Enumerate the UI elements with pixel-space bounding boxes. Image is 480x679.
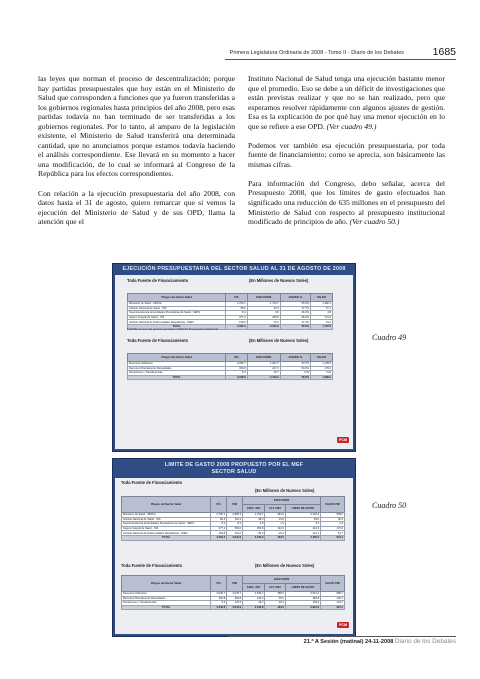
table-row: Instituto Nacional de Salud - INS 86.5 102.2 48.3 10.8 83.0 40.4 (123, 517, 343, 521)
section-heading: Toda Fuente de Financiamiento (127, 338, 189, 343)
table-total-row: TOTAL 3,348.8 3,644.9 2,166.8 433.0 2,924.3 924.1 (122, 605, 345, 610)
cuadro-reference: (Ver cuadro 50.) (349, 217, 400, 227)
cuadro-49-panel (112, 263, 356, 452)
table-row: Instituto Nacional de Enfermedades Neoplásicas - INEN 159.8 151.0 80.3 15.3 112.7 51.7 (123, 531, 343, 535)
cuadro-50-body (115, 478, 353, 634)
cuadro-50-table-2: Pliegos del Sector Salud PIA PIM EJECUCIÓN SALDO PIM EJEC. SET ULT. CMA LIMITE DE GASTO Recursos Ordinarios 3,036.7 3,075.7 1,936.7 358.6 2,541.2 658.7 Recursos Directamente Recaudados 306.8 392.8 210.4 48.1 282.8 130.7 Donaciones y Transferencias 5.3 176.4 19.7 28.2 100.3 134.7 TOTAL 3,348.8 3,644.9 2,166.8 433.0 2,924.3 924.1 (121, 575, 345, 610)
running-header: Primera Legislatura Ordinaria de 2008 - Tomo II - Diario de los Debates (229, 50, 404, 56)
footer-text: 21.ª A Sesión (matinal) 24-11-2008 Diario de los Debates (303, 638, 456, 645)
paragraph: Para información del Congreso, debo señalar, acerca del Presupuesto 2008, que los límites de gasto efectuados han significado una reducción de 635 millones en el presupuesto del Ministerio de Salud con respecto al presupuesto institucional modificado de principios de año. (Ver cuadro 50.) (248, 178, 445, 227)
page-number: 1685 (432, 46, 456, 58)
table-total-row: TOTAL 3,348.8 2,163.9 58.0% 1,286.0 (128, 375, 333, 380)
section-unit: (En Millones de Nuevos Soles) (249, 338, 309, 343)
publication-name: Diario de los Debates (394, 638, 456, 645)
left-column (38, 74, 235, 236)
section-unit: (En Millones de Nuevos Soles) (249, 278, 309, 283)
cuadro-50-subtitle: SECTOR SALUD (211, 469, 257, 475)
cuadro-49-title: EJECUCIÓN PRESUPUESTARIA DEL SECTOR SALUD AL 31 DE AGOSTO DE 2008 (122, 266, 346, 272)
header-rule (225, 59, 456, 60)
page-footer (228, 636, 456, 650)
table-note: El MINSA al cierre del ejercicio ejecutará el 100% del Presupuesto Institucional. (127, 328, 219, 331)
page-header (228, 47, 456, 63)
cuadro-49-body (115, 275, 353, 449)
table-total-row: TOTAL 3,392.0 3,644.9 2,183.9 433.0 2,780.6 924.1 (122, 535, 345, 540)
table-row: Recursos Ordinarios 3,036.7 1,927.0 63.7% 1,109.6 (129, 362, 331, 366)
table-row: Recursos Ordinarios 3,036.7 3,075.7 1,936.7 358.6 2,541.2 658.7 (123, 592, 343, 596)
right-column (248, 74, 445, 236)
table-total-row: TOTAL 3,392.0 2,163.9 58.0% 1,707.8 (128, 324, 333, 329)
cuadro-50-panel (112, 458, 356, 637)
table-row: Recursos Directamente Recaudados 306.8 217.3 54.6% 176.4 (129, 366, 331, 370)
paragraph: Con relación a la ejecución presupuestaria del año 2008, con datos hasta el 31 de agosto, quiero remarcar que si vemos la ejecución del Ministerio de Salud y de sus OPD, llama la atención que el (38, 188, 235, 227)
paragraph: Podemos ver también esa ejecución presupuestaria, por toda fuente de financiamiento; como se aprecia, son básicamente las mismas cifras. (248, 140, 445, 169)
table-row: Seguro Integral de Salud - SIS 377.2 256.8 68.0% 172.6 (129, 316, 331, 320)
table-row: Donaciones y Transferencias 5.3 176.4 19.7 28.2 100.3 134.7 (123, 601, 343, 605)
cuadro-50-title: LIMITE DE GASTO 2008 PROPUESTO POR EL MEF (164, 462, 304, 468)
section-heading: Toda Fuente de Financiamiento (127, 278, 189, 283)
cuadro-50-table-1: Pliegos del Sector Salud PIA PIM EJECUCIÓN SALDO PIM EJEC. SET ULT. CMA LIMITE DE GASTO Ministerio de Salud - MINSA 2,760.1 2,880.3 1,794.7 284.6 2,162.3 658.0 Instituto Nacional de Salud - INS 86.5 102.2 48.3 10.8 83.0 40.4 Superintendencia de Entidades Prestadoras de Salud - SEPS 8.4 8.4 3.8 1.3 6.3 2.4 Seguro Integral de Salud - SIS 377.2 503.0 256.8 122.0 416.3 172.6 Instituto Nacional de Enfermedades Neoplásicas - INEN 159.8 151.0 80.3 15.3 112.7 51.7 TOTAL 3,392.0 3,644.9 2,183.9 433.0 2,780.6 924.1 (121, 496, 345, 541)
table-row: Recursos Directamente Recaudados 306.8 392.8 210.4 48.1 282.8 130.7 (123, 596, 343, 600)
table-row: Superintendencia de Entidades Prestadoras de Salud - SEPS 8.4 8.4 3.8 1.3 6.3 2.4 (123, 522, 343, 526)
cuadro-reference: (Ver cuadro 49.) (326, 121, 377, 131)
pcm-logo: PCM (339, 438, 347, 442)
table-row: Ministerio de Salud - MINSA 2,760.1 1,794.7 65.0% 1,382.1 (129, 302, 331, 306)
cuadro-49-caption: Cuadro 49 (372, 333, 407, 342)
table-row: Superintendencia de Entidades Prestadoras de Salud - SEPS 8.4 3.8 46.2% 4.8 (129, 311, 331, 315)
paragraph: las leyes que norman el proceso de descentralización; porque hay partidas presupuestales que hoy están en el Ministerio de Salud que corresponden a funciones que ya fueron transferidas a los gobiernos regionales hasta principios del año 2008, pero esas partidas todavía no han terminado de ser transferidas a los gobiernos regionales. Por lo tanto, al amparo de la legislación existente, el Ministerio de Salud transferirá una determinada cantidad, que no anunciamos porque estamos todavía haciendo el análisis correspondiente. Ese llevará en su momento a hacer una modificación, de lo cual se informará al Congreso de la República para los efectos correspondientes. (38, 74, 235, 179)
section-heading: Toda Fuente de Financiamiento (121, 563, 183, 568)
table-row: Instituto Nacional de Salud - INS 86.5 33.3 37.7% 57.1 (129, 306, 331, 310)
section-unit: (En Millones de Nuevos Soles) (255, 563, 315, 568)
table-row: Ministerio de Salud - MINSA 2,760.1 2,880.3 1,794.7 284.6 2,162.3 658.0 (123, 513, 343, 517)
table-row: Instituto Nacional de Enfermedades Neoplásicas - INEN 159.8 75.4 47.2% 91.4 (129, 320, 331, 324)
cuadro-50-caption: Cuadro 50 (372, 501, 407, 510)
section-unit: (En Millones de Nuevos Soles) (255, 488, 315, 493)
footer-rule (228, 636, 456, 637)
cuadro-49-table-1: Pliegos del Sector Salud PIA EJECUCIÓN AVANCE % SALDO Ministerio de Salud - MINSA 2,760.1 1,794.7 65.0% 1,382.1 Instituto Nacional de Salud - INS 86.5 33.3 37.7% 57.1 Superintendencia de Entidades Prestadoras de Salud - SEPS 8.4 3.8 46.2% 4.8 Seguro Integral de Salud - SIS 377.2 256.8 68.0% 172.6 Instituto Nacional de Enfermedades Neoplásicas - INEN 159.8 75.4 47.2% 91.4 TOTAL 3,392.0 2,163.9 58.0% 1,707.8 (127, 293, 333, 330)
cuadro-49-table-2: Pliegos del Sector Salud PIA EJECUCIÓN AVANCE % SALDO Recursos Ordinarios 3,036.7 1,927.0 63.7% 1,109.6 Recursos Directamente Recaudados 306.8 217.3 54.6% 176.4 Donaciones y Transferencias 5.3 19.7 N.R N.R TOTAL 3,348.8 2,163.9 58.0% 1,286.0 (127, 353, 333, 380)
section-heading: Toda Fuente de Financiamiento (121, 480, 183, 485)
table-row: Seguro Integral de Salud - SIS 377.2 503.0 256.8 122.0 416.3 172.6 (123, 527, 343, 531)
table-row: Donaciones y Transferencias 5.3 19.7 N.R N.R (129, 371, 331, 375)
paragraph: Instituto Nacional de Salud tenga una ejecución bastante menor que el promedio. Eso se debe a un déficit de investigaciones que están previstas realizar y que no se han realizado, pero que esperamos resolver rápidamente con algunos ajustes de gestión. Esa es la explicación de por qué hay una menor ejecución en lo que se refiere a ese OPD. (Ver cuadro 49.) (248, 74, 445, 131)
pcm-logo: PCM (339, 623, 347, 627)
